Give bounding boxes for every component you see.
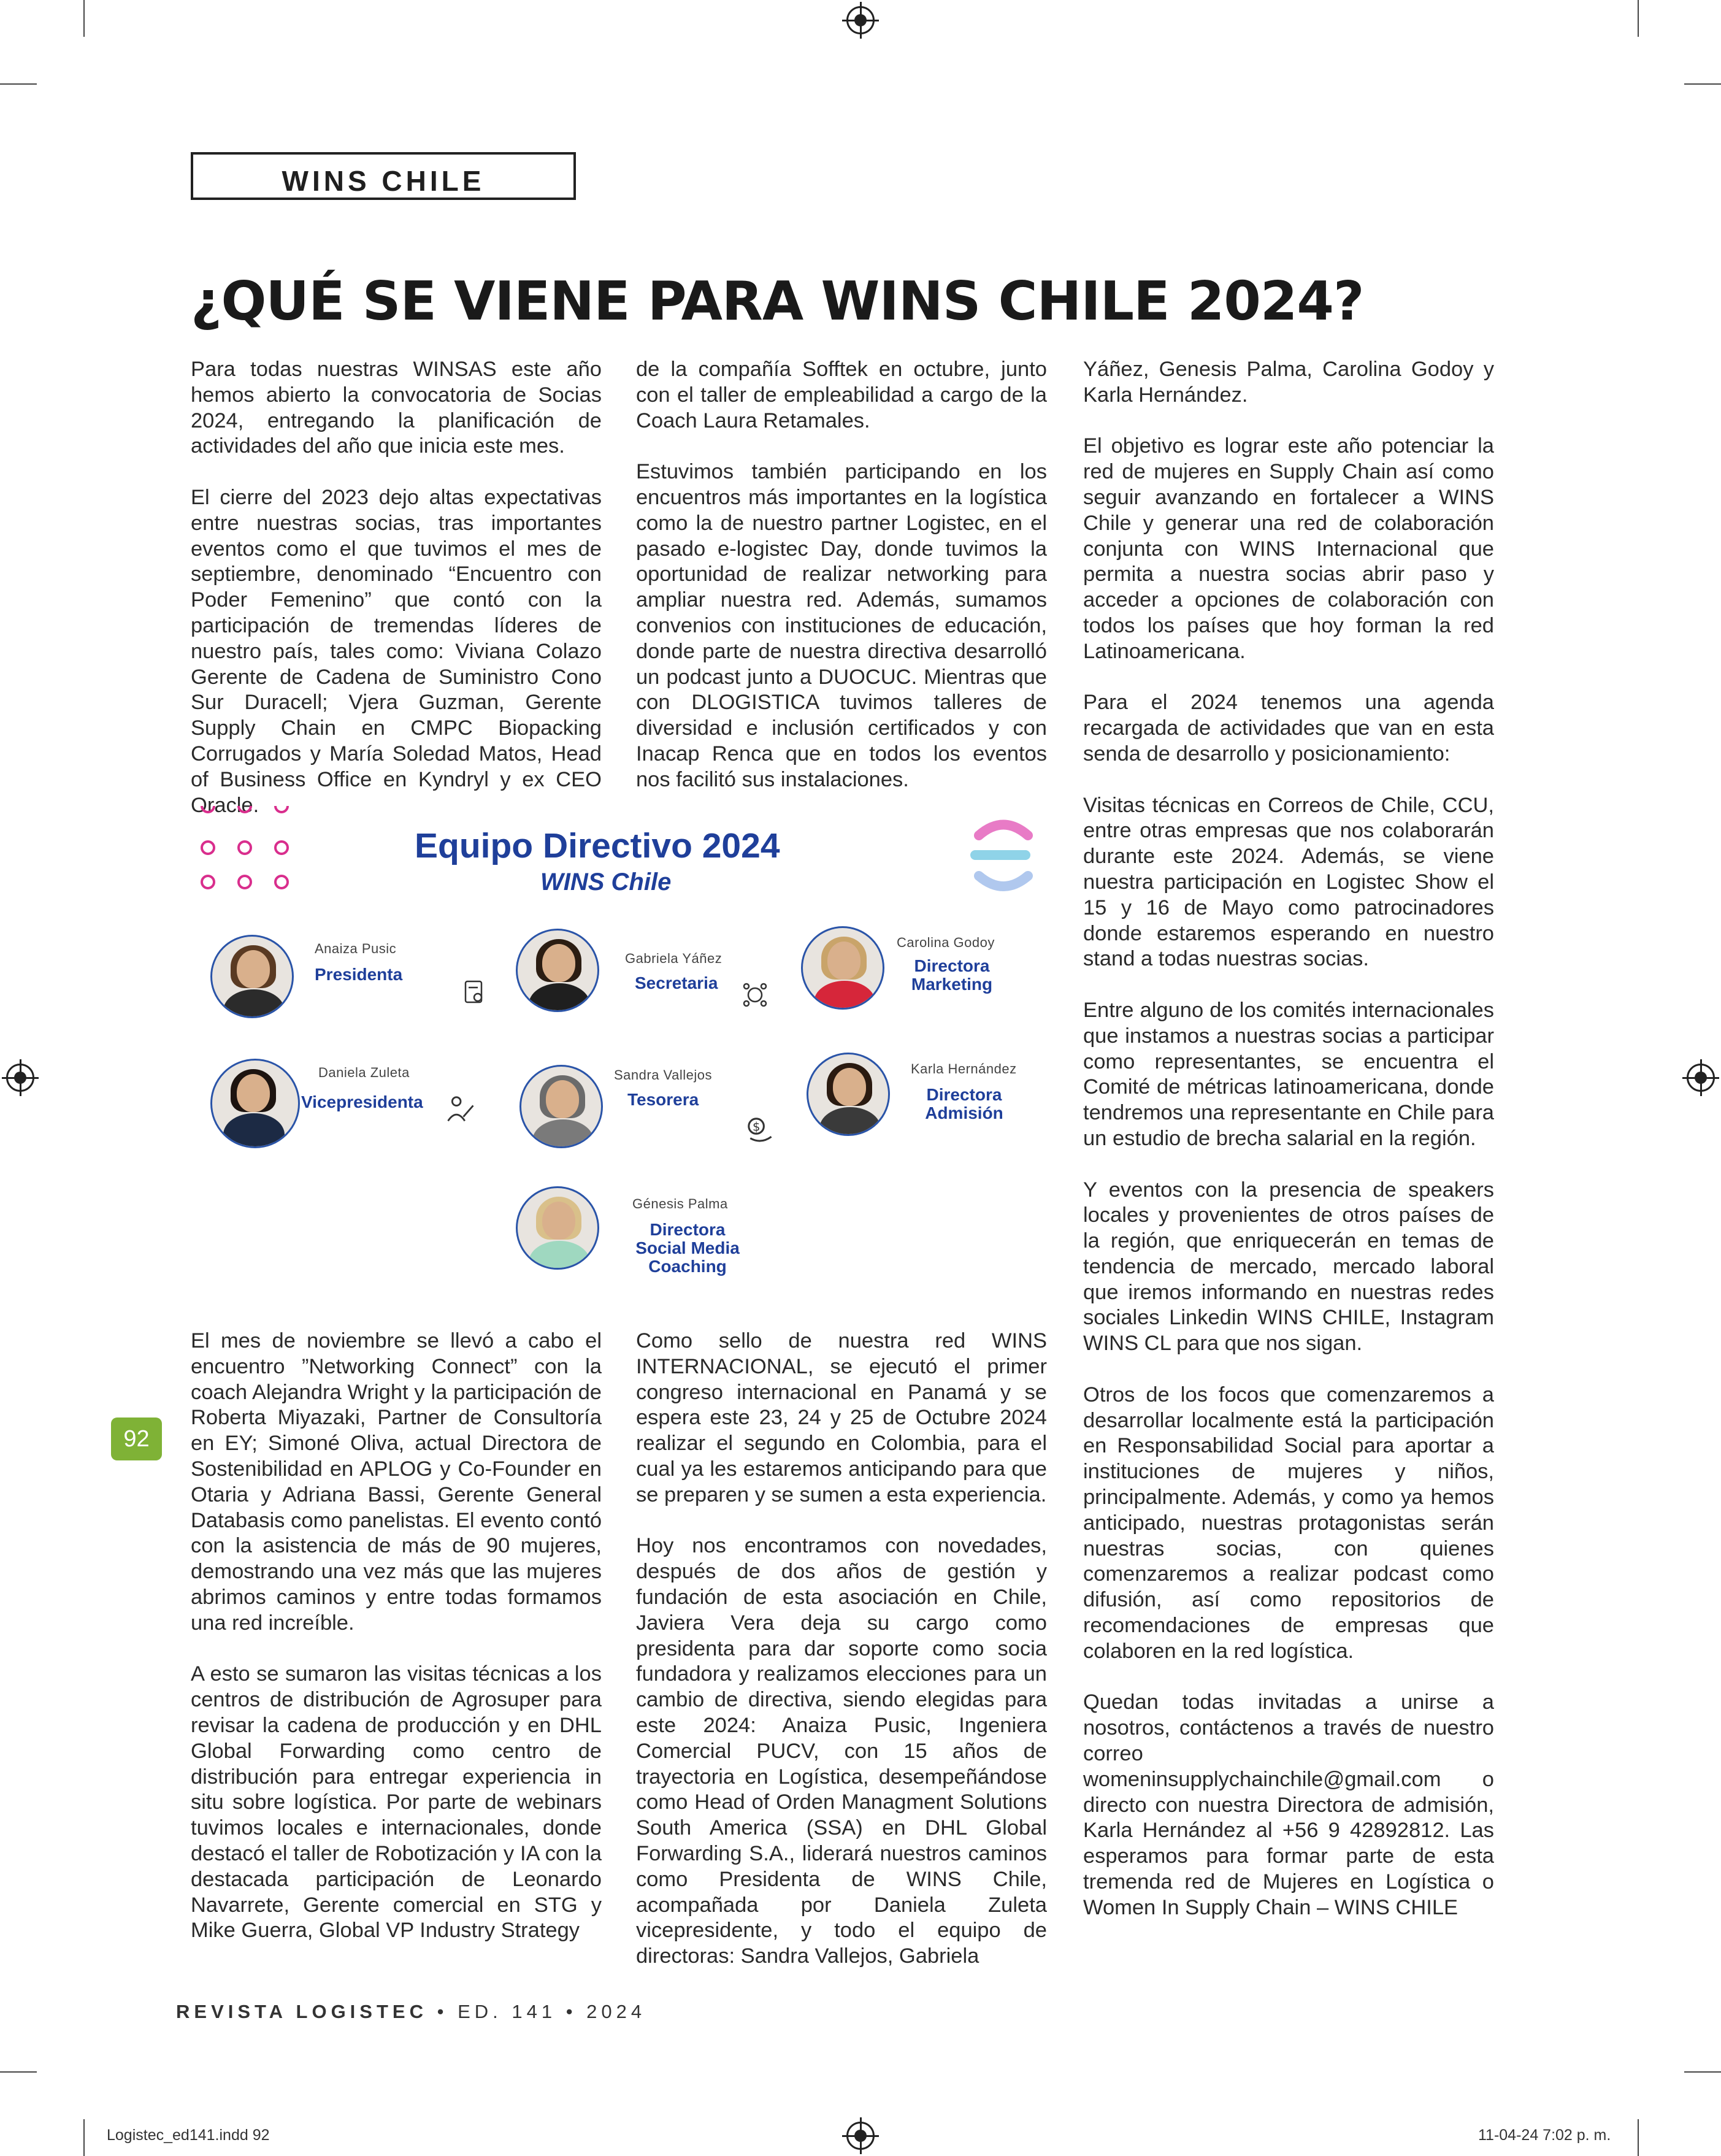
crop-mark	[83, 2119, 85, 2156]
article-column-3	[1083, 357, 1494, 1921]
paragraph: Y eventos con la presencia de speakers locales y provenientes de otros países de la región, que enriquecerán en temas de tendencia de mercado, mercado laboral que iremos informando en nuestras redes sociales Linkedin WINS CHILE, Instagram WINS CL para que nos sigan.	[1083, 1178, 1494, 1356]
paragraph: Para todas nuestras WINSAS este año hemos abierto la convocatoria de Socias 2024, entregando la planificación de actividades del año que inicia este mes.	[191, 358, 602, 458]
footer-edition: ED. 141	[458, 2001, 557, 2022]
page-number-badge: 92	[111, 1418, 162, 1460]
decorative-dot	[237, 806, 252, 813]
paragraph: A esto se sumaron las visitas técnicas a los centros de distribución de Agrosuper para revisar la cadena de producción y en DHL Global Forwarding como centro de distribución para entregar experiencia in situ sobre logística. Por parte de webinars tuvimos locales e internacionales, donde destacó el taller de Robotización y IA con la destacada participación de Leonardo Navarrete, Gerente comercial en STG y Mike Guerra, Global VP Industry Strategy	[191, 1662, 602, 1943]
member-photo	[516, 929, 599, 1012]
member-photo	[210, 935, 294, 1018]
document-icon	[462, 979, 486, 1006]
member-name: Carolina Godoy	[897, 935, 995, 950]
registration-mark-icon	[846, 6, 875, 34]
decorative-dot	[274, 875, 289, 889]
crop-mark	[1684, 2071, 1721, 2073]
decorative-dot	[237, 875, 252, 889]
section-label: WINS CHILE	[282, 165, 485, 197]
member-photo	[519, 1065, 603, 1148]
member-name: Sandra Vallejos	[614, 1067, 712, 1083]
member-name: Gabriela Yáñez	[625, 951, 723, 966]
infographic-subtitle: WINS Chile	[540, 869, 672, 896]
paragraph: Entre alguno de los comités internacionales que instamos a nuestras socias a participar como representantes, se encuentra el Comité de métricas latinoamericana, donde tendremos una representante en Chile para un estudio de brecha salarial en la región.	[1083, 998, 1494, 1150]
paragraph: El objetivo es lograr este año potenciar la red de mujeres en Supply Chain así como seguir avanzando en fortalecer a WINS Chile y generar una red de colaboración conjunta con WINS Internacional que permita a nuestra socias abrir paso y acceder a opciones de colaboración con todos los países que hoy forman la red Latinoamericana.	[1083, 434, 1494, 663]
crop-mark	[0, 83, 37, 85]
member-photo	[801, 926, 884, 1010]
registration-mark-icon	[846, 2122, 875, 2150]
decorative-dot	[201, 840, 215, 855]
footer-magazine-name: REVISTA LOGISTEC	[176, 2001, 427, 2022]
crop-mark	[83, 0, 85, 37]
print-slug-datetime: 11-04-24 7:02 p. m.	[1478, 2127, 1611, 2144]
section-label-box	[191, 152, 576, 200]
paragraph: Hoy nos encontramos con novedades, después de dos años de gestión y fundación de esta asociación en Chile, Javiera Vera deja su cargo como presidenta para dar soporte como socia fundadora y realizamos elecciones para un cambio de directiva, siendo elegidas para este 2024: Anaiza Pusic, Ingeniera Comercial PUCV, con 15 años de trayectoria en Logística, desempeñándose como Head of Orden Managment Solutions South America (SSA) en DHL Global Forwarding S.A., liderará nuestros caminos como Presidenta de WINS Chile, acompañada por Daniela Zuleta vicepresidente, y todo el equipo de directoras: Sandra Vallejos, Gabriela	[636, 1534, 1047, 1968]
member-photo	[807, 1053, 890, 1136]
paragraph: Quedan todas invitadas a unirse a nosotros, contáctenos a través de nuestro correo womeninsupplychainchile@gmail.com o directo con nuestra Directora de admisión, Karla Hernández al +56 9 42892812. Las esperamos para formar parte de esta tremenda red de Mujeres en Logística o Women In Supply Chain – WINS CHILE	[1083, 1690, 1494, 1919]
member-name: Anaiza Pusic	[315, 941, 397, 956]
crop-mark	[1638, 2119, 1639, 2156]
article-column-1-top	[191, 357, 602, 818]
decorative-dot	[274, 806, 289, 813]
paragraph: Otros de los focos que comenzaremos a desarrollar localmente está la participación en Responsabilidad Social para aportar a instituciones de mujeres y niños, principalmente. Además, y como ya hemos anticipado, nuestras protagonistas serán nuestras socias, con quienes comenzaremos a realizar podcast como difusión, así como repositorios de recomendaciones de empresas que colaboren en la red logística.	[1083, 1383, 1494, 1663]
registration-mark-icon	[6, 1064, 34, 1092]
person-writing-icon	[443, 1093, 478, 1124]
network-icon	[743, 981, 767, 1008]
member-role: Directora Marketing	[911, 956, 993, 994]
article-column-1-bottom	[191, 1329, 602, 1944]
print-slug-file: Logistec_ed141.indd 92	[107, 2127, 270, 2144]
headline: ¿QUÉ SE VIENE PARA WINS CHILE 2024?	[191, 270, 1364, 332]
crop-mark	[0, 2071, 37, 2073]
decorative-dot	[274, 840, 289, 855]
decorative-dot	[237, 840, 252, 855]
decorative-dot	[201, 875, 215, 889]
paragraph: El cierre del 2023 dejo altas expectativas entre nuestras socias, tras importantes eventos como el que tuvimos el mes de septiembre, denominado “Encuentro con Poder Femenino” que contó con la participación de tremendas líderes de nuestro país, tales como: Viviana Colazo Gerente de Cadena de Suministro Cono Sur Duracell; Vjera Guzman, Gerente Supply Chain en CMPC Biopacking Corrugados y María Soledad Matos, Head of Business Office en Kyndryl y ex CEO Oracle.	[191, 485, 602, 817]
member-name: Génesis Palma	[632, 1196, 728, 1211]
crop-mark	[1638, 0, 1639, 37]
money-icon	[744, 1113, 775, 1146]
member-role: Vicepresidenta	[301, 1092, 423, 1111]
footer-separator: •	[556, 2001, 587, 2022]
team-infographic	[191, 804, 1049, 1282]
member-role: Presidenta	[315, 965, 403, 984]
paragraph: Como sello de nuestra red WINS INTERNACIONAL, se ejecutó el primer congreso internacional en Panamá y se espera este 23, 24 y 25 de Octubre 2024 realizar el segundo en Colombia, para el cual ya les estaremos anticipando para que se preparen y se sumen a esta experiencia.	[636, 1329, 1047, 1506]
crop-mark	[1684, 83, 1721, 85]
paragraph: Visitas técnicas en Correos de Chile, CCU, entre otras empresas que nos colaborarán durante este 2024. Además, se viene nuestra participación en Logistec Show el 15 y 16 de Mayo como patrocinadores donde estaremos esperando en nuestro stand a todas nuestras socias.	[1083, 793, 1494, 971]
footer-year: 2024	[586, 2001, 646, 2022]
member-role: Directora Admisión	[925, 1085, 1003, 1122]
wins-logo-icon	[967, 817, 1040, 897]
paragraph: El mes de noviembre se llevó a cabo el encuentro ”Networking Connect” con la coach Alejandra Wright y la participación de Roberta Miyazaki, Partner de Consultoría en EY; Simoné Oliva, actual Directora de Sostenibilidad en APLOG y Co-Founder en Otaria y Adriana Bassi, Gerente General Databasis como panelistas. El evento contó con la asistencia de más de 90 mujeres, demostrando una vez más que las mujeres abrimos caminos y entre todas formamos una red increíble.	[191, 1329, 602, 1635]
decorative-dot	[201, 806, 215, 813]
infographic-title: Equipo Directivo 2024	[415, 826, 780, 865]
member-role: Secretaria	[635, 973, 718, 992]
paragraph: Para el 2024 tenemos una agenda recargada de actividades que van en esta senda de desarrollo y posicionamiento:	[1083, 691, 1494, 765]
article-column-2-bottom	[636, 1329, 1047, 1970]
member-role: Directora Social Media Coaching	[635, 1220, 740, 1276]
member-role: Tesorera	[627, 1090, 699, 1109]
registration-mark-icon	[1687, 1064, 1715, 1092]
paragraph: de la compañía Sofftek en octubre, junto con el taller de empleabilidad a cargo de la Coach Laura Retamales.	[636, 358, 1047, 432]
footer-separator: •	[427, 2001, 458, 2022]
member-name: Karla Hernández	[911, 1061, 1017, 1076]
paragraph: Estuvimos también participando en los encuentros más importantes en la logística como la de nuestro partner Logistec, en el pasado e-logistec Day, donde tuvimos la oportunidad de realizar networking para ampliar nuestra red. Además, sumamos convenios con instituciones de educación, donde parte de nuestra directiva desarrolló un podcast junto a DUOCUC. Mientras que con DLOGISTICA tuvimos talleres de diversidad e inclusión certificados y con Inacap Renca que en todos los eventos nos facilitó sus instalaciones.	[636, 460, 1047, 791]
member-photo	[210, 1059, 300, 1148]
member-name: Daniela Zuleta	[318, 1065, 410, 1080]
svg-text:$: $	[752, 1119, 761, 1134]
paragraph: Yáñez, Genesis Palma, Carolina Godoy y Karla Hernández.	[1083, 358, 1494, 407]
member-photo	[516, 1186, 599, 1270]
footer-magazine-info	[176, 2001, 646, 2023]
article-column-2-top	[636, 357, 1047, 793]
